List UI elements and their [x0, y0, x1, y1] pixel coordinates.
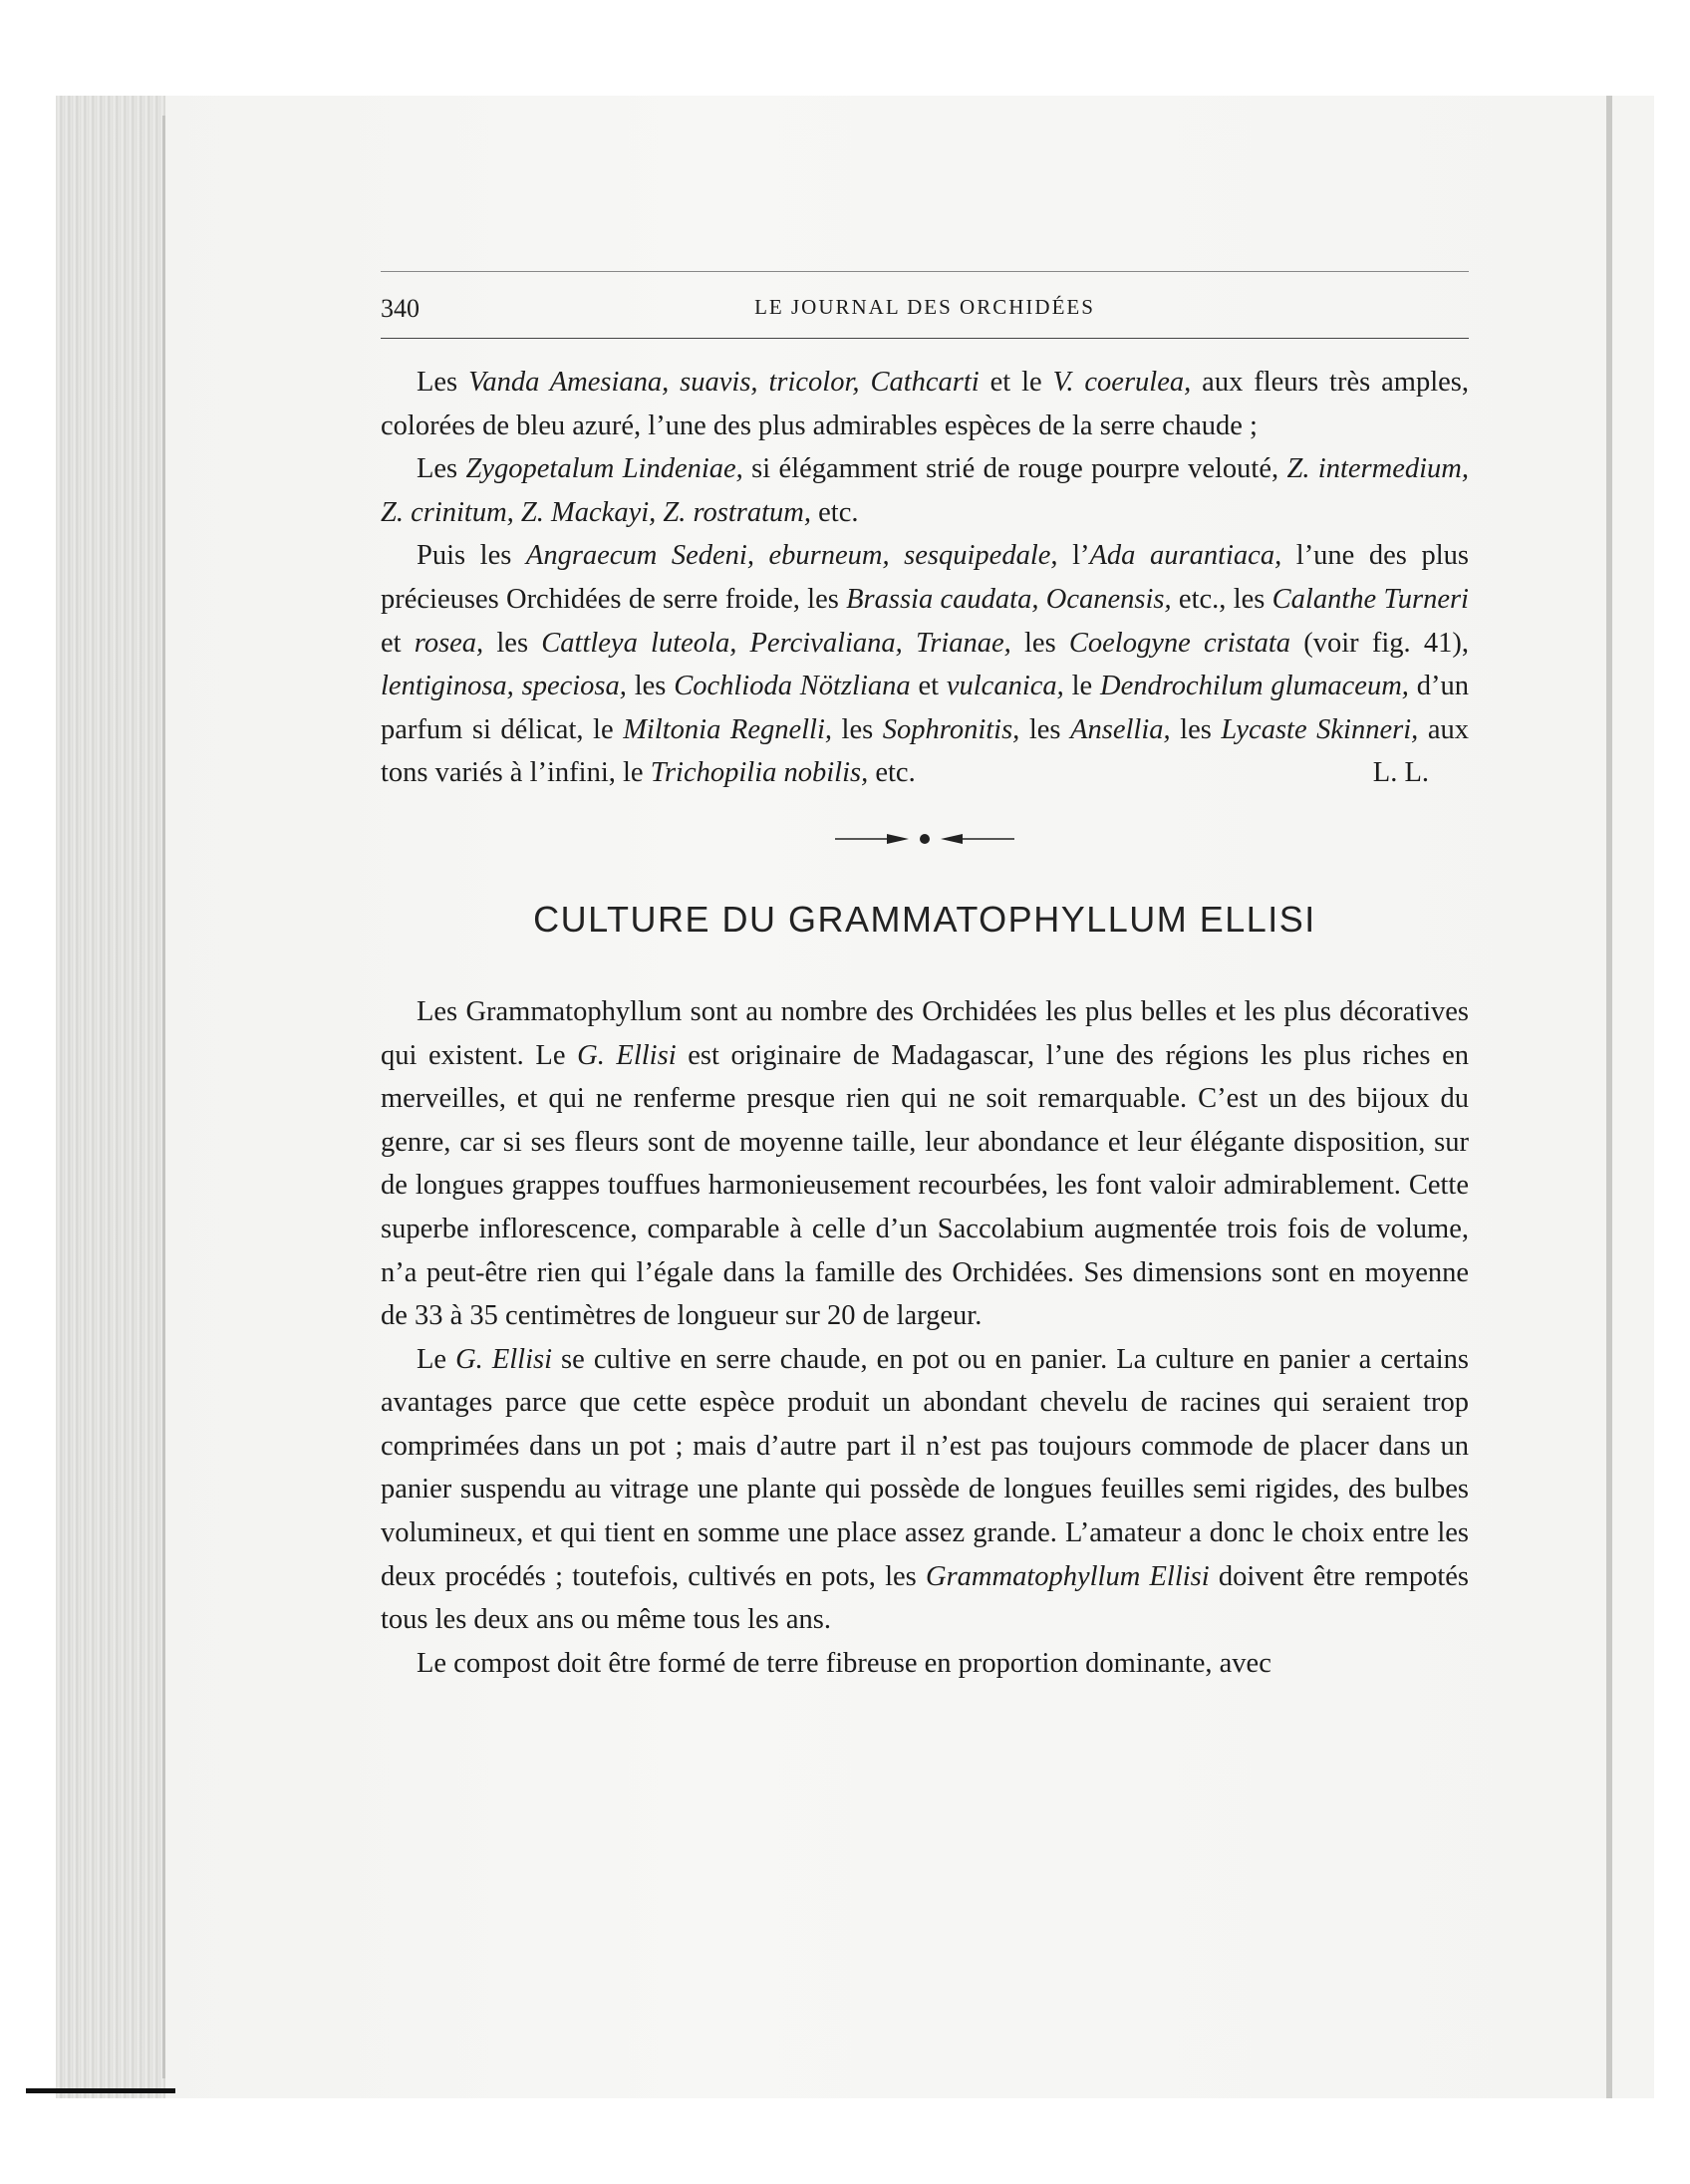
article-1 — [381, 361, 1469, 795]
ornament-divider-icon — [825, 829, 1024, 849]
paragraph: Les Vanda Amesiana, suavis, tricolor, Cathcarti et le V. coerulea, aux fleurs très amples, colorées de bleu azuré, l’une des plus admirables espèces de la serre chaude ; — [381, 367, 1469, 441]
page-header — [381, 271, 1469, 339]
paragraph: Le G. Ellisi se cultive en serre chaude, en pot ou en panier. La culture en panier a certains avantages parce que cette espèce produit un abondant chevelu de racines qui seraient trop comprimées dans un pot ; mais d’autre part il n’est pas toujours commode de placer dans un panier suspendu au vitrage une plante qui possède de longues feuilles semi rigides, des bulbes volumineux, et qui tient en somme une place assez grande. L’amateur a donc le choix entre les deux procédés ; toutefois, cultivés en pots, les Grammatophyllum Ellisi doivent être rempotés tous les deux ans ou même tous les ans. — [381, 1343, 1469, 1636]
running-head: LE JOURNAL DES ORCHIDÉES — [754, 295, 1095, 319]
paragraph: Le compost doit être formé de terre fibreuse en proportion dominante, avec — [417, 1647, 1271, 1679]
section-title: CULTURE DU GRAMMATOPHYLLUM ELLISI — [533, 898, 1316, 940]
page-right-edge — [1606, 96, 1612, 2098]
signature: L. L. — [1372, 757, 1429, 789]
scan-edge-mark — [26, 2088, 175, 2093]
article-2 — [381, 990, 1469, 1686]
paragraph: Puis les Angraecum Sedeni, eburneum, sesquipedale, l’Ada aurantiaca, l’une des plus précieuses Orchidées de serre froide, les Brassia caudata, Ocanensis, etc., les Calanthe Turneri et rosea, les Cattleya luteola, Percivaliana, Trianae, les Coelogyne cristata (voir fig. 41), lentiginosa, speciosa, les Cochlioda Nötzliana et vulcanica, le Dendrochilum glumaceum, d’un parfum si délicat, le Miltonia Regnelli, les Sophronitis, les Ansellia, les Lycaste Skinneri, aux tons variés à l’infini, le Trichopilia nobilis, etc. L. L. — [381, 534, 1469, 795]
paragraph: Les Zygopetalum Lindeniae, si élégamment strié de rouge pourpre velouté, Z. intermedium, Z. crinitum, Z. Mackayi, Z. rostratum, etc. — [381, 453, 1469, 528]
paragraph: Les Grammatophyllum sont au nombre des Orchidées les plus belles et les plus décoratives qui existent. Le G. Ellisi est originaire de Madagascar, l’une des régions les plus riches en merveilles, et qui ne renferme presque rien qui ne soit remarquable. C’est un des bijoux du genre, car si ses fleurs sont de moyenne taille, leur abondance et leur élégante disposition, sur de longues grappes touffues harmonieusement recourbées, les font valoir admirablement. Cette superbe inflorescence, comparable à celle d’un Saccolabium augmentée trois fois de volume, n’a peut-être rien qui l’égale dans la famille des Orchidées. Ses dimensions sont en moyenne de 33 à 35 centimètres de longueur sur 20 de largeur. — [381, 995, 1469, 1332]
page-number: 340 — [381, 294, 420, 323]
page-content — [381, 271, 1469, 1685]
book-page-edges — [56, 96, 165, 2098]
